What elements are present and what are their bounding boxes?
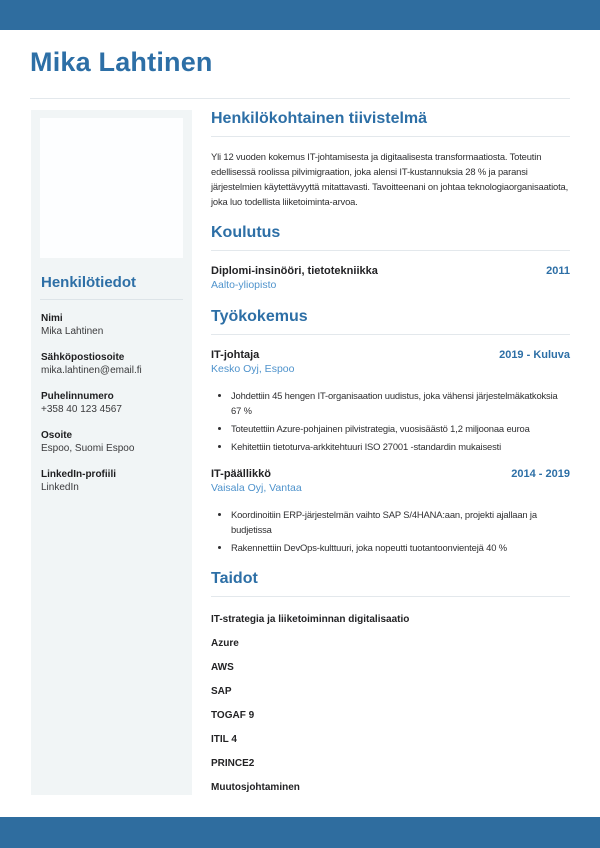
experience-entry-head — [211, 467, 570, 481]
job-period: 2019 - Kuluva — [499, 349, 570, 361]
contact-item-email — [41, 351, 183, 378]
skill-item: PRINCE2 — [211, 758, 255, 769]
bullet-item: • Toteutettiin Azure-pohjainen pilvistrategia, vuosisäästö 1,2 miljoonaa euroa — [231, 421, 570, 436]
contact-value: +358 40 123 4567 — [41, 404, 122, 415]
section-heading-skills: Taidot — [211, 570, 570, 597]
experience-entry — [211, 467, 570, 555]
school-name: Aalto-yliopisto — [211, 279, 277, 291]
contact-label: LinkedIn-profiili — [41, 469, 116, 480]
section-skills — [211, 570, 570, 795]
section-education — [211, 224, 570, 293]
contact-label: Sähköpostiosoite — [41, 352, 125, 363]
skill-item: Muutosjohtaminen — [211, 782, 300, 793]
contact-label: Osoite — [41, 430, 73, 441]
contact-item-name — [41, 312, 183, 339]
job-title: IT-johtaja — [211, 349, 260, 361]
company-name: Kesko Oyj, Espoo — [211, 363, 295, 375]
skill-item: AWS — [211, 662, 234, 673]
education-entry-head — [211, 264, 570, 278]
top-accent-bar — [0, 0, 600, 30]
sidebar-heading: Henkilötiedot — [41, 274, 137, 291]
contact-value: mika.lahtinen@email.fi — [41, 365, 142, 376]
achievement-list — [211, 388, 570, 454]
bullet-item: • Rakennettiin DevOps-kulttuuri, joka nopeutti tuotantoonvientejä 40 % — [231, 540, 570, 555]
job-period: 2014 - 2019 — [511, 468, 570, 480]
section-experience — [211, 308, 570, 555]
main-content — [211, 110, 570, 795]
name-divider — [30, 98, 570, 99]
bullet-item: • Koordinoitiin ERP-järjestelmän vaihto SAP S/4HANA:aan, projekti ajallaan ja budjetissa — [231, 507, 570, 537]
company-name: Vaisala Oyj, Vantaa — [211, 482, 302, 494]
contact-item-linkedin — [41, 468, 183, 495]
contact-label: Puhelinnumero — [41, 391, 114, 402]
achievement-list — [211, 507, 570, 555]
section-heading-experience: Työkokemus — [211, 308, 570, 335]
summary-text: Yli 12 vuoden kokemus IT-johtamisesta ja digitaalisesta transformaatiosta. Toteutin edellisessä roolissa pilvimigraation, joka alensi IT-kustannuksia 28 % ja paransi järjestelmien käytettävyyttä mitattavasti. Tavoitteenani on johtaa teknologiaorganisaatiota, joka luo todellista liiketoiminta-arvoa. — [211, 151, 569, 207]
sidebar-divider — [40, 299, 183, 300]
page-title: Mika Lahtinen — [30, 47, 213, 77]
skill-item: IT-strategia ja liiketoiminnan digitalisaatio — [211, 614, 410, 625]
section-summary — [211, 110, 570, 209]
skills-list — [211, 613, 570, 795]
skill-item: TOGAF 9 — [211, 710, 255, 721]
contact-item-phone — [41, 390, 183, 417]
skill-item: SAP — [211, 686, 232, 697]
bullet-item: • Kehitettiin tietoturva-arkkitehtuuri ISO 27001 -standardin mukaisesti — [231, 439, 570, 454]
experience-entry — [211, 348, 570, 454]
skill-item: Azure — [211, 638, 239, 649]
sidebar — [31, 110, 192, 795]
bottom-accent-bar — [0, 817, 600, 848]
experience-entry-head — [211, 348, 570, 362]
skill-item: ITIL 4 — [211, 734, 237, 745]
education-period: 2011 — [546, 265, 570, 277]
section-heading-summary: Henkilökohtainen tiivistelmä — [211, 110, 570, 137]
bullet-item: • Johdettiin 45 hengen IT-organisaation uudistus, joka vähensi järjestelmäkatkoksia 67 % — [231, 388, 570, 418]
section-heading-education: Koulutus — [211, 224, 570, 251]
contact-value: Espoo, Suomi Espoo — [41, 443, 135, 454]
contact-value: LinkedIn — [41, 482, 79, 493]
contact-label: Nimi — [41, 313, 63, 324]
degree-title: Diplomi-insinööri, tietotekniikka — [211, 265, 378, 277]
contact-item-address — [41, 429, 183, 456]
education-entry — [211, 264, 570, 293]
job-title: IT-päällikkö — [211, 468, 271, 480]
photo-placeholder — [40, 118, 183, 258]
contact-value: Mika Lahtinen — [41, 326, 104, 337]
